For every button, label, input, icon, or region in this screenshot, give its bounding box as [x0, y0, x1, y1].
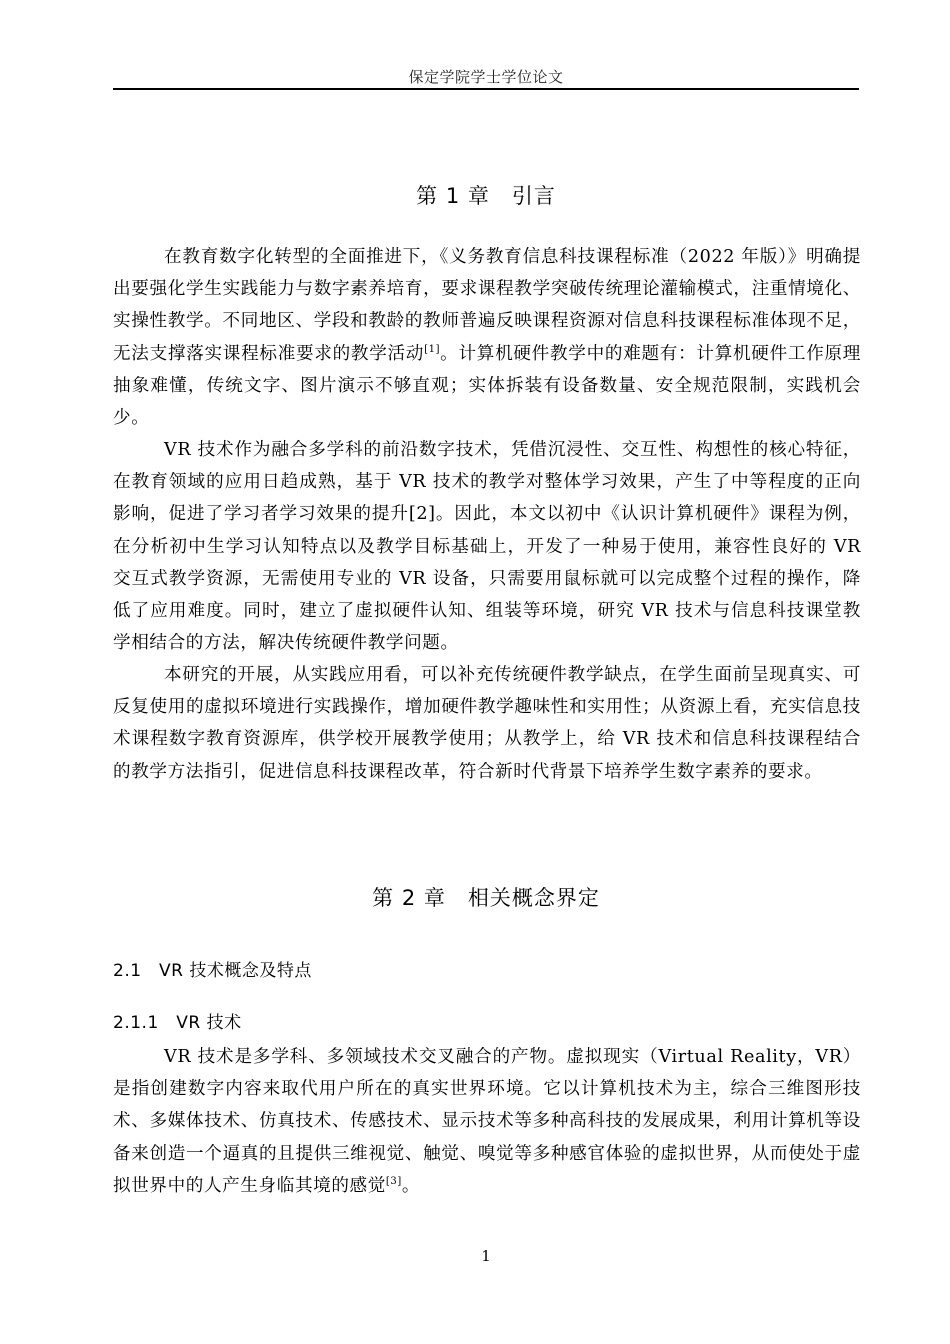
chapter-1-title: 第 1 章 引言 — [416, 184, 556, 208]
header-rule — [113, 88, 859, 90]
paragraph-text: 。 — [401, 1175, 421, 1196]
page-number: 1 — [481, 1247, 491, 1265]
running-header: 保定学院学士学位论文 — [408, 68, 564, 86]
citation-marker: [1] — [424, 343, 441, 355]
section-2-1-title: 2.1 VR 技术概念及特点 — [113, 961, 312, 981]
section-2-1-1-paragraph — [113, 1041, 861, 1202]
citation-marker: [3] — [385, 1175, 402, 1187]
section-2-1-1-title: 2.1.1 VR 技术 — [113, 1013, 242, 1033]
chapter-1-paragraph-1 — [113, 241, 861, 434]
paragraph-text: 。计算机硬件教学中的难题有：计算机硬件工作原理抽象难懂，传统文字、图片演示不够直观；实体拆装有设备数量、安全规范限制，实践机会少。 — [113, 343, 861, 429]
paragraph-text: 在教育数字化转型的全面推进下，《义务教育信息科技课程标准（2022 年版）》明确提出要强化学生实践能力与数字素养培育，要求课程教学突破传统理论灌输模式，注重情境化、实操性教学。不同地区、学段和教龄的教师普遍反映课程资源对信息科技课程标准体现不足，无法支撑落实课程标准要求的教学活动 — [113, 247, 861, 364]
chapter-1-paragraph-2: VR 技术作为融合多学科的前沿数字技术，凭借沉浸性、交互性、构想性的核心特征，在教育领域的应用日趋成熟，基于 VR 技术的教学对整体学习效果，产生了中等程度的正向影响，促进了学习者学习效果的提升[2]。因此，本文以初中《认识计算机硬件》课程为例，在分析初中生学习认知特点以及教学目标基础上，开发了一种易于使用，兼容性良好的 VR 交互式教学资源，无需使用专业的 VR 设备，只需要用鼠标就可以完成整个过程的操作，降低了应用难度。同时，建立了虚拟硬件认知、组装等环境，研究 VR 技术与信息科技课堂教学相结合的方法，解决传统硬件教学问题。 — [113, 440, 861, 654]
chapter-2-title: 第 2 章 相关概念界定 — [372, 886, 600, 910]
paragraph-text: VR 技术是多学科、多领域技术交叉融合的产物。虚拟现实（Virtual Reality，VR）是指创建数字内容来取代用户所在的真实世界环境。它以计算机技术为主，综合三维图形技术、多媒体技术、仿真技术、传感技术、显示技术等多种高科技的发展成果，利用计算机等设备来创造一个逼真的且提供三维视觉、触觉、嗅觉等多种感官体验的虚拟世界，从而使处于虚拟世界中的人产生身临其境的感觉 — [113, 1047, 861, 1196]
chapter-1-paragraph-3: 本研究的开展，从实践应用看，可以补充传统硬件教学缺点，在学生面前呈现真实、可反复使用的虚拟环境进行实践操作，增加硬件教学趣味性和实用性；从资源上看，充实信息技术课程数字教育资源库，供学校开展教学使用；从教学上，给 VR 技术和信息科技课程结合的教学方法指引，促进信息科技课程改革，符合新时代背景下培养学生数字素养的要求。 — [113, 665, 861, 782]
